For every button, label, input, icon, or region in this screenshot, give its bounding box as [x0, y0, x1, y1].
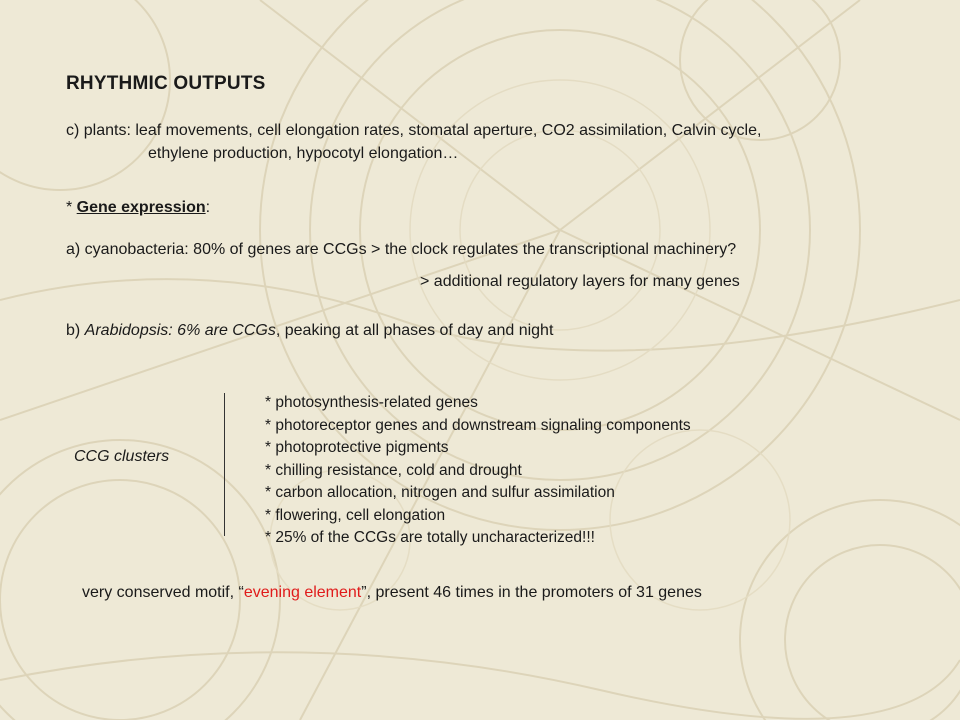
arabidopsis-suffix: , peaking at all phases of day and night [275, 322, 554, 339]
evening-element-highlight: evening element [243, 584, 362, 601]
gene-expression-label: Gene expression [76, 199, 206, 216]
arabidopsis-line [66, 321, 553, 341]
list-item: * chilling resistance, cold and drought [265, 461, 522, 479]
clusters-bracket-line [224, 393, 225, 536]
list-item: * photosynthesis-related genes [265, 394, 478, 411]
arabidopsis-prefix: b) [66, 322, 85, 339]
list-item: * flowering, cell elongation [265, 506, 446, 524]
ccg-clusters-list [265, 392, 691, 550]
list-item: * photoprotective pigments [265, 439, 449, 456]
motif-line [82, 583, 702, 603]
ccg-clusters-label: CCG clusters [74, 448, 170, 465]
arabidopsis-italic: Arabidopsis: 6% are CCGs [84, 322, 276, 339]
plants-line-2: ethylene production, hypocotyl elongation… [148, 145, 459, 162]
list-item: * 25% of the CCGs are totally uncharacterized!!! [265, 529, 595, 546]
list-item: * carbon allocation, nitrogen and sulfur assimilation [265, 484, 615, 501]
list-item: * photoreceptor genes and downstream signaling components [265, 416, 691, 434]
motif-prefix: very conserved motif, “ [82, 584, 244, 601]
plants-line-1: c) plants: leaf movements, cell elongation rates, stomatal aperture, CO2 assimilation, Calvin cycle, [66, 122, 762, 139]
gene-expression-prefix: * [66, 199, 77, 216]
slide-title: RHYTHMIC OUTPUTS [66, 73, 266, 94]
motif-suffix: ”, present 46 times in the promoters of 31 genes [361, 584, 702, 601]
cyanobacteria-line-2: > additional regulatory layers for many genes [420, 273, 740, 290]
gene-expression-heading [66, 198, 210, 218]
cyanobacteria-line-1: a) cyanobacteria: 80% of genes are CCGs > the clock regulates the transcriptional machinery? [66, 241, 737, 258]
gene-expression-suffix: : [205, 199, 211, 216]
